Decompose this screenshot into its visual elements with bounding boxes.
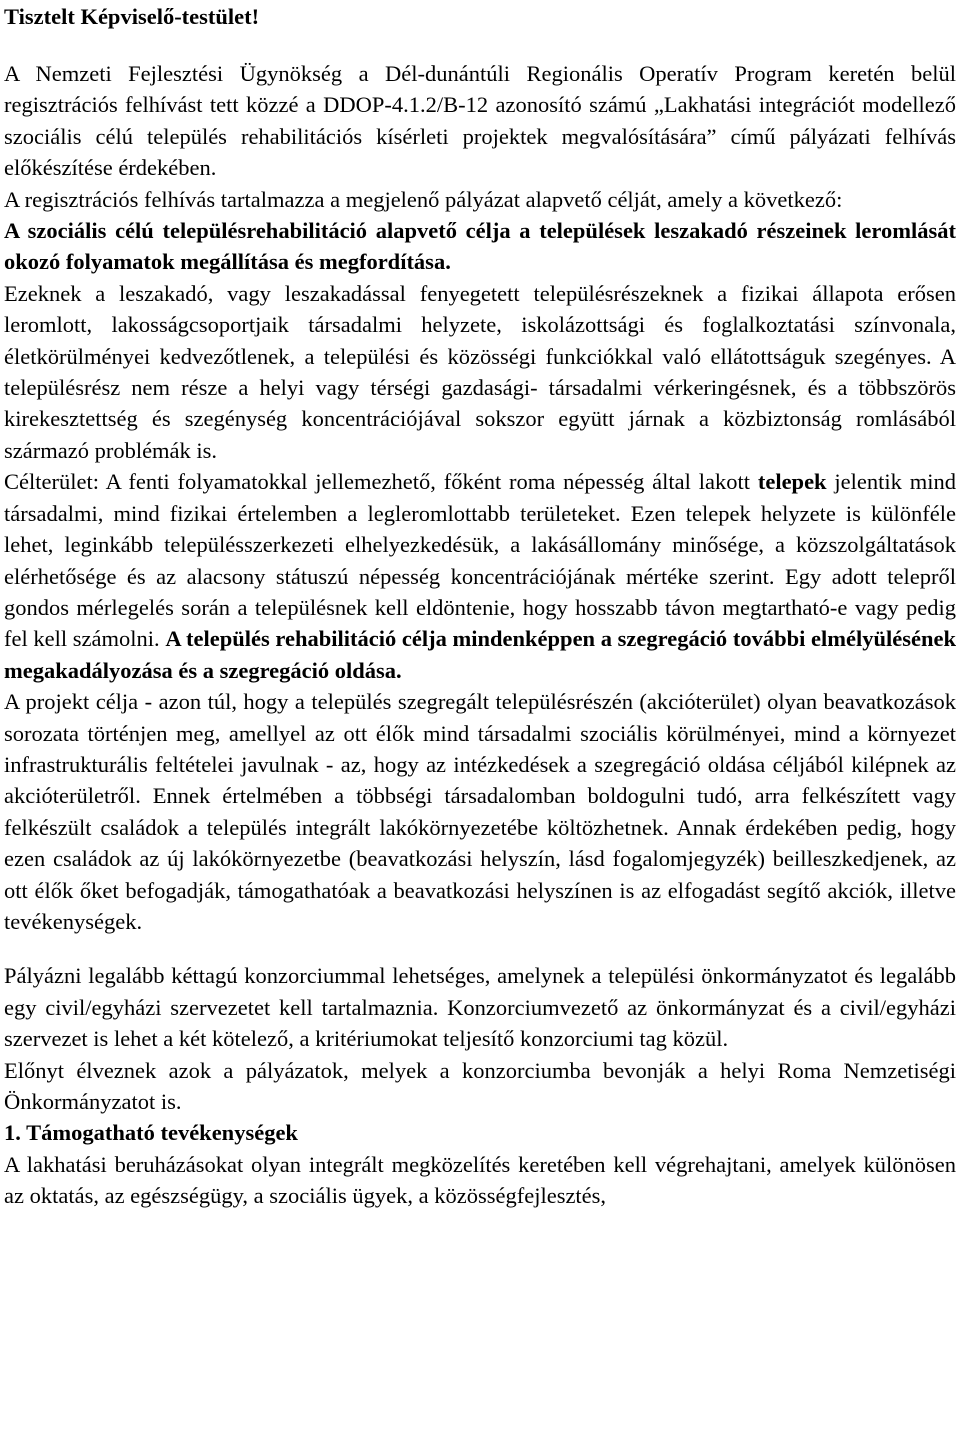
supported-activities-paragraph: A lakhatási beruházásokat olyan integrált megközelítés keretében kell végrehajtani, amelyek különösen az oktatás, az egészségügy, a szociális ügyek, a közösségfejlesztés, <box>4 1151 956 1209</box>
registration-paragraph: A regisztrációs felhívás tartalmazza a megjelenő pályázat alapvető célját, amely a következő: <box>4 186 843 212</box>
goal-statement-text: A szociális célú településrehabilitáció alapvető célja a települések leszakadó részeinek leromlását okozó folyamatok megállítása és megfordítása. <box>4 218 956 275</box>
advantage-paragraph: Előnyt élveznek azok a pályázatok, melyek a konzorciumba bevonják a helyi Roma Nemzetiségi Önkormányzatot is. <box>4 1057 956 1114</box>
target-area-text-1: Célterület: A fenti folyamatokkal jellemezhető, főként roma népesség által lakott <box>4 469 758 495</box>
section-heading-supported-activities: 1. Támogatható tevékenységek <box>4 1120 298 1146</box>
rehabilitation-goal-text: A település rehabilitáció célja mindenképpen a szegregáció további elmélyülésének megakadályozása és a szegregáció oldása. <box>4 626 957 683</box>
project-goal-paragraph: A projekt célja - azon túl, hogy a település szegregált településrészén (akcióterület) olyan beavatkozások sorozata történjen meg, amellyel az ott élők mind társadalmi szociális körülményei, mind a környezet infrastrukturális feltételei javulnak - az, hogy az intézkedések a szegregáció oldása céljából kilépnek az akcióterületről. Ennek értelmében a többségi társadalomban boldogulni tudó, arra felkészített vagy felkészült családok a település integrált lakókörnyezetébe költözhetnek. Annak érdekében pedig, hogy ezen családok az új lakókörnyezetbe (beavatkozási helyszín, lásd fogalomjegyzék) beilleszkedjenek, az ott élők őket befogadják, támogathatóak a beavatkozási helyszínen is az elfogadást segítő akciók, illetve tevékenységek. <box>4 689 956 934</box>
intro-paragraph: A Nemzeti Fejlesztési Ügynökség a Dél-dunántúli Regionális Operatív Program keretén belül regisztrációs felhívást tett közzé a DDOP-4.1.2/B-12 azonosító számú „Lakhatási integrációt modellező szociális célú település rehabilitációs kísérleti projektek megvalósítására” című pályázati felhívás előkészítése érdekében. <box>4 61 956 181</box>
target-area-text-2: jelentik mind társadalmi, mind fizikai értelemben a legleromlottabb területeket. Ezen telepek helyzete is különféle lehet, leginkább településszerkezeti elhelyezkedésük, a lakásállomány minősége, a közszolgáltatások elérhetősége és az alacsony státuszú népesség koncentrációjának mértéke szerint. Egy adott telepről gondos mérlegelés során a településnek kell eldöntenie, hogy hosszabb távon megtartható-e vagy pedig fel kell számolni. <box>4 469 956 652</box>
target-area-paragraph <box>4 466 956 686</box>
consortium-paragraph: Pályázni legalább kéttagú konzorciummal lehetséges, amelynek a települési önkormányzatot és legalább egy civil/egyházi szervezetet kell tartalmaznia. Konzorciumvezető az önkormányzat és a civil/egyházi szervezet is lehet a két kötelező, a kritériumokat teljesítő konzorciumi tag közül. <box>4 963 956 1052</box>
problem-paragraph: Ezeknek a leszakadó, vagy leszakadással fenyegetett településrészeknek a fizikai állapota erősen leromlott, lakosságcsoportjaik társadalmi helyzete, iskolázottsági és foglalkoztatási színvonala, életkörülményei kedvezőtlenek, a települési és közösségi funkciókkal való ellátottságuk szegényes. A településrész nem része a helyi vagy térségi gazdasági- társadalmi vérkeringésnek, és a többszörös kirekesztettség és szegénység koncentrációjával sokszor együtt járnak a közbiztonság romlásából származó problémák is. <box>4 280 956 463</box>
goal-statement <box>4 215 956 278</box>
target-area-keyword: telepek <box>757 469 827 495</box>
greeting-heading: Tisztelt Képviselő-testület! <box>4 4 260 29</box>
